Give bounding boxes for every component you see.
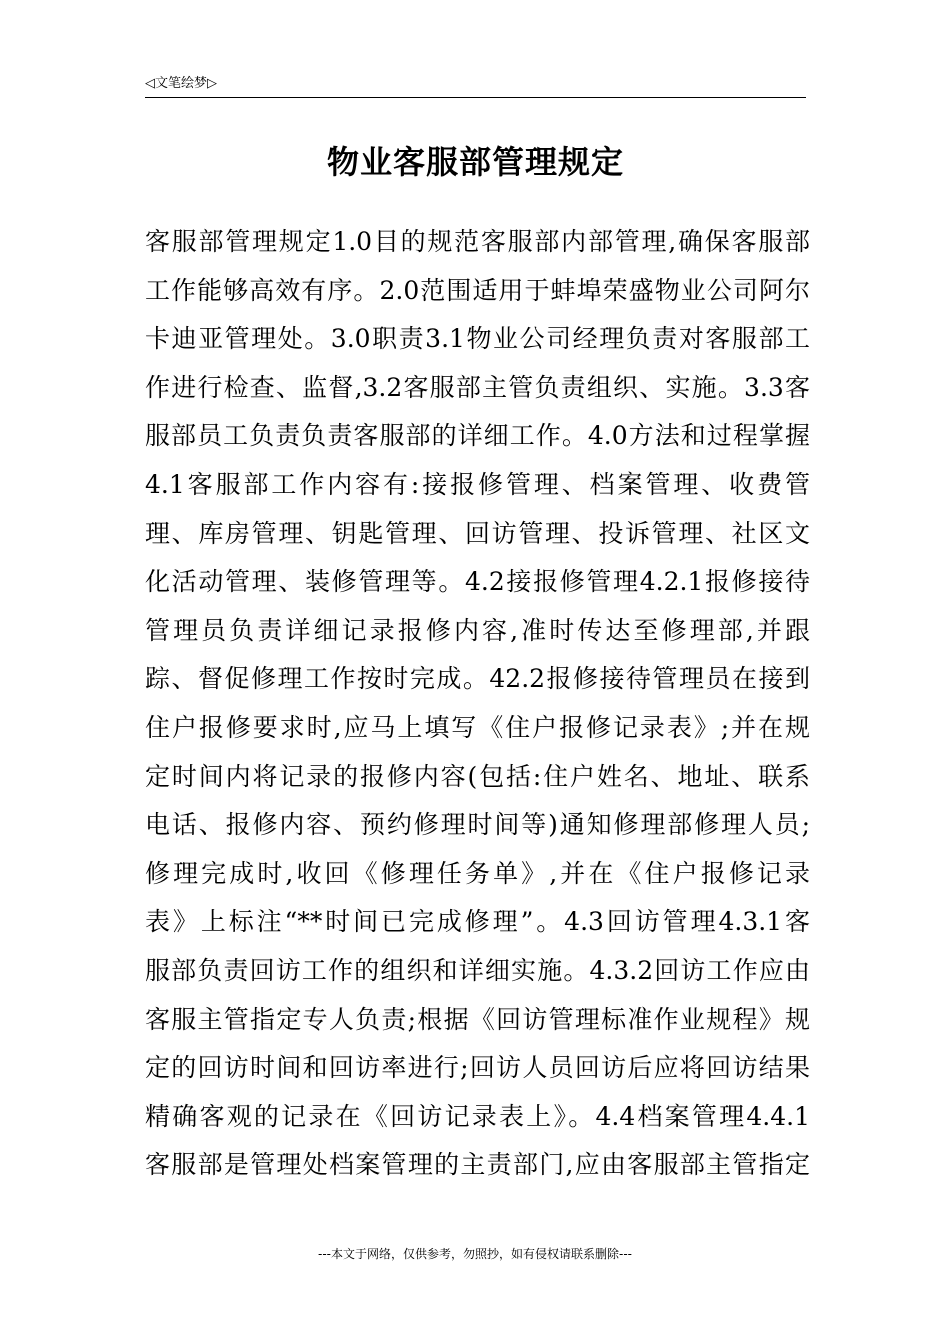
document-header: ◁文笔绘梦▷ — [145, 76, 217, 91]
body-line: 管理员负责详细记录报修内容,准时传达至修理部,并跟 — [145, 615, 810, 645]
body-line: 踪、督促修理工作按时完成。42.2报修接待管理员在接到 — [145, 664, 810, 694]
body-line: 工作能够高效有序。2.0范围适用于蚌埠荣盛物业公司阿尔 — [145, 275, 810, 305]
body-line: 定的回访时间和回访率进行;回访人员回访后应将回访结果 — [145, 1053, 810, 1083]
body-line: 修理完成时,收回《修理任务单》,并在《住户报修记录 — [145, 858, 810, 888]
body-line: 定时间内将记录的报修内容(包括:住户姓名、地址、联系 — [145, 761, 810, 791]
document-title: 物业客服部管理规定 — [326, 143, 624, 181]
body-line: 客服部管理规定1.0目的规范客服部内部管理,确保客服部 — [145, 227, 810, 256]
body-line: 电话、报修内容、预约修理时间等)通知修理部修理人员; — [145, 810, 810, 840]
body-line: 住户报修要求时,应马上填写《住户报修记录表》;并在规 — [145, 712, 810, 742]
document-body — [145, 218, 810, 1190]
body-line: 化活动管理、装修管理等。4.2接报修管理4.2.1报修接待 — [145, 567, 810, 597]
body-line: 理、库房管理、钥匙管理、回访管理、投诉管理、社区文 — [145, 518, 810, 548]
body-line: 精确客观的记录在《回访记录表上》。4.4档案管理4.4.1 — [145, 1101, 810, 1131]
body-line: 服部员工负责负责客服部的详细工作。4.0方法和过程掌握 — [145, 421, 810, 451]
body-line: 表》上标注“**时间已完成修理”。4.3回访管理4.3.1客 — [145, 907, 810, 937]
document-footer-disclaimer: ---本文于网络，仅供参考，勿照抄，如有侵权请联系删除--- — [318, 1247, 632, 1261]
body-line: 4.1客服部工作内容有:接报修管理、档案管理、收费管 — [145, 469, 810, 499]
header-divider — [145, 97, 806, 98]
body-line: 服部负责回访工作的组织和详细实施。4.3.2回访工作应由 — [145, 955, 810, 985]
body-line: 卡迪亚管理处。3.0职责3.1物业公司经理负责对客服部工 — [145, 324, 810, 354]
body-line: 客服主管指定专人负责;根据《回访管理标准作业规程》规 — [145, 1004, 810, 1034]
body-line: 客服部是管理处档案管理的主责部门,应由客服部主管指定 — [145, 1150, 810, 1180]
body-line: 作进行检查、监督,3.2客服部主管负责组织、实施。3.3客 — [145, 372, 810, 402]
